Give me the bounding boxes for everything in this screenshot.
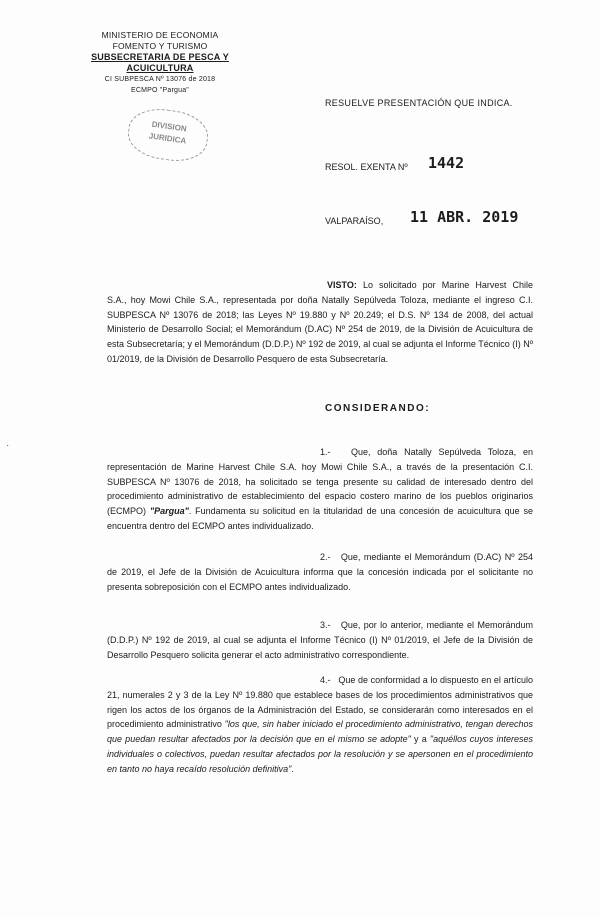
considerando-heading: CONSIDERANDO: [325,403,431,414]
visto-paragraph [107,278,533,367]
stamp-line: DIVISION [151,119,188,134]
resuelve-title: RESUELVE PRESENTACIÓN QUE INDICA. [325,98,513,108]
item-number: 3.- [320,620,331,630]
item-text: 254 de 2019, el Jefe de la División de Acuicultura informa que la concesión indicada por el solicitante no presenta sobreposición con el ECMPO antes individualizado. [107,552,533,592]
resol-label: RESOL. EXENTA Nº [325,162,408,172]
ecmpo-name: "Pargua" [149,506,189,517]
ministry-header [60,30,260,96]
valparaiso-label: VALPARAÍSO, [325,216,384,226]
resol-number: 1442 [428,154,465,172]
item-text: . Fundamenta su solicitud en la titularidad de una concesión de acuicultura que se encuentra dentro del ECMPO antes individualizado. [107,506,533,531]
division-juridica-stamp [125,105,211,166]
ecmpo-line: ECMPO "Pargua" [131,87,189,94]
item-lead: Que, mediante el Memorándum (D.AC) Nº [340,552,515,562]
item-text: representación de Marine Harvest Chile S.A. hoy Mowi Chile S.A., a través de la presentación C.I. SUBPESCA Nº 13076 de 2018, ha solicitado se tenga presente su calidad de interesado dentro del procedimiento administrativo de establecimiento del espacio costero marino de los pueblos originarios (ECMPO) [107,461,533,517]
item-text: Memorándum (D.D.P.) Nº 192 de 2019, al cual se adjunta el Informe Técnico (I) Nº 01/2019, el Jefe de la División de Desarrollo Pesquero solicita generar el acto administrativo correspondiente. [107,620,533,660]
item-lead: Que de conformidad a lo dispuesto en el [338,675,501,685]
quoted-text: "aquéllos cuyos intereses individuales o colectivos, puedan resultar afectados por la resolución y se apersonen en el procedimiento en tanto no haya recaído resolución definitiva" [107,734,533,774]
item-number: 1.- [320,447,331,457]
item-number: 2.- [320,552,331,562]
resolution-date: 11 ABR. 2019 [410,208,519,226]
item-text: artículo 21, numerales 2 y 3 de la Ley Nº 19.880 que establece bases de los procedimientos administrativos que rigen los actos de los órganos de la Administración del Estado, se considerarán como interesados en el procedimiento administrativo [107,675,533,730]
considerando-item-1 [107,445,533,534]
considerando-item-4 [107,673,533,777]
visto-label: VISTO: [327,280,357,290]
considerando-item-2 [107,550,533,594]
item-lead: Que, por lo anterior, mediante el [340,620,475,630]
considerando-item-3 [107,618,533,662]
ministry-line: MINISTERIO DE ECONOMIA [101,30,219,40]
quoted-text: "los que, sin haber iniciado el procedimiento administrativo, tengan derechos que puedan resultar afectados por la decisión que en el mismo se adopte" [107,719,534,745]
margin-mark: · [6,440,10,451]
ministry-line: FOMENTO Y TURISMO [112,41,208,51]
subsecretaria-line: SUBSECRETARIA DE PESCA Y ACUICULTURA [91,52,229,73]
item-text: . [291,763,294,774]
item-number: 4.- [320,675,331,685]
item-lead: Que, doña Natally Sepúlveda Toloza, en [350,447,533,457]
reference-line: CI SUBPESCA Nº 13076 de 2018 [104,76,216,83]
stamp-line: JURIDICA [148,131,187,146]
visto-text: Lo solicitado por Marine Harvest Chile S.A., hoy Mowi Chile S.A., representada por doña Natally Sepúlveda Toloza, mediante el ingreso C.I. SUBPESCA Nº 13076 de 2018; las Leyes Nº 19.880 y Nº 20.249; el D.S. Nº 134 de 2008, del actual Ministerio de Desarrollo Social; el Memorándum (D.AC) Nº 254 de 2019, de la División de Acuicultura de esta Subsecretaría; y el Memorándum (D.D.P.) Nº 192 de 2019, al cual se adjunta el Informe Técnico (I) Nº 01/2019, de la División de Desarrollo Pesquero de esta Subsecretaría. [107,280,533,364]
item-text: y a [410,734,430,745]
